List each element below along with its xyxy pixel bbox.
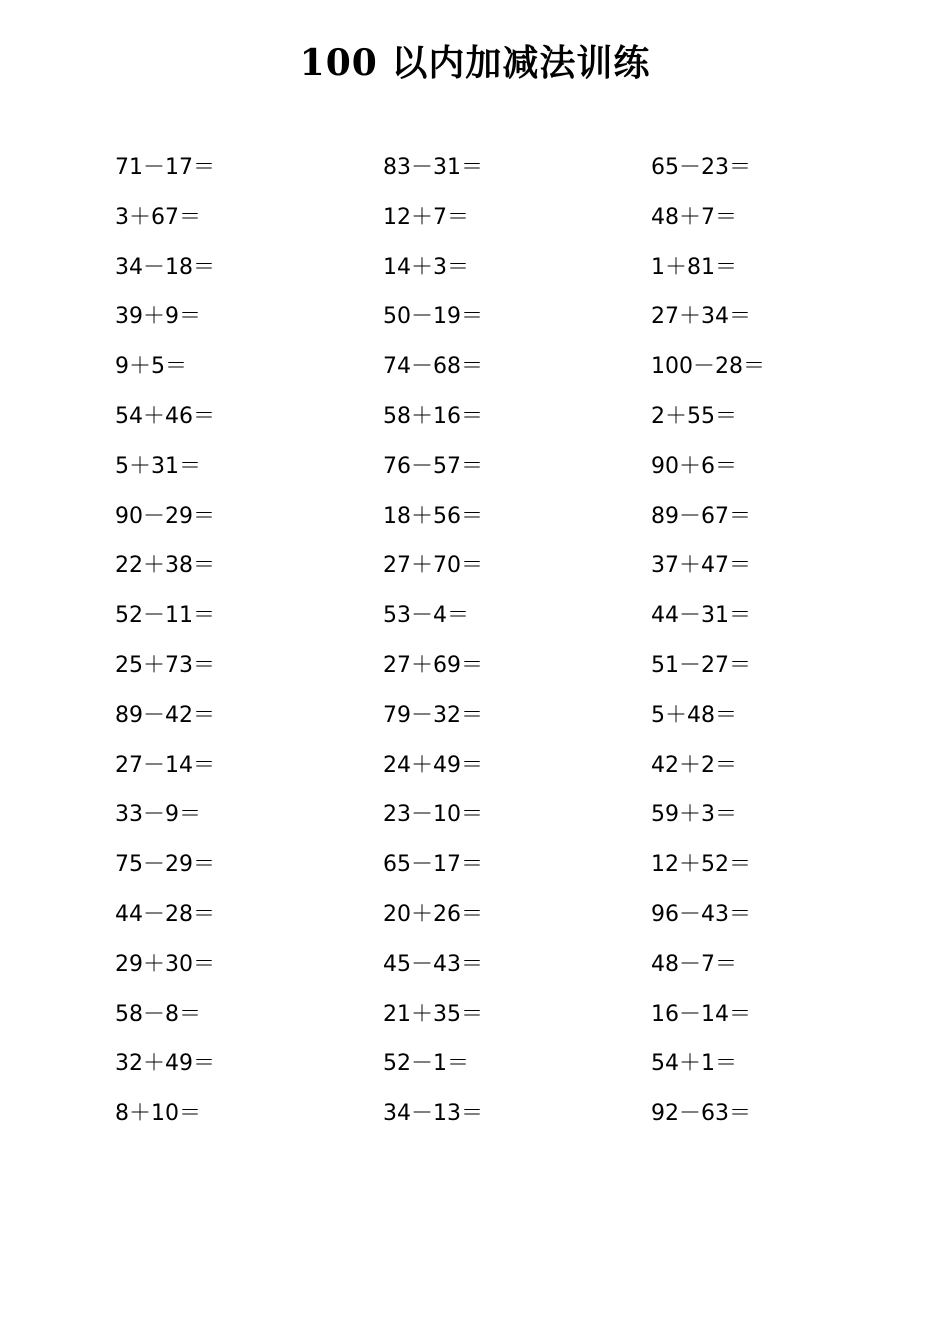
math-problem: 71－17＝ xyxy=(115,155,215,180)
math-problem: 89－42＝ xyxy=(115,702,215,728)
math-problem: 45－43＝ xyxy=(383,951,483,977)
page-title: 100 以内加减法训练 xyxy=(299,42,651,84)
math-problem: 44－28＝ xyxy=(115,901,215,927)
math-problem: 39＋9＝ xyxy=(115,304,201,330)
math-problem: 29＋30＝ xyxy=(115,951,215,977)
math-problem: 76－57＝ xyxy=(383,453,483,479)
math-problem: 75－29＝ xyxy=(115,852,215,878)
math-problem: 90＋6＝ xyxy=(651,453,737,479)
math-problem: 27＋70＝ xyxy=(383,553,483,579)
math-problem: 18＋56＝ xyxy=(383,503,483,529)
math-problem: 27＋69＝ xyxy=(383,652,483,678)
math-problem: 89－67＝ xyxy=(651,503,751,529)
problem-column-2 xyxy=(383,150,643,1146)
math-problem: 21＋35＝ xyxy=(383,1001,483,1027)
math-problem: 5＋31＝ xyxy=(115,453,201,479)
math-problem: 14＋3＝ xyxy=(383,254,469,280)
math-problem: 58＋16＝ xyxy=(383,403,483,429)
math-problem: 42＋2＝ xyxy=(651,752,737,778)
problem-column-3 xyxy=(651,150,911,1146)
math-problem: 24＋49＝ xyxy=(383,752,483,778)
math-problem: 100－28＝ xyxy=(651,354,765,380)
math-problem: 23－10＝ xyxy=(383,802,483,828)
math-problem: 50－19＝ xyxy=(383,304,483,330)
math-problem: 96－43＝ xyxy=(651,901,751,927)
math-problem: 9＋5＝ xyxy=(115,354,187,380)
math-problem: 16－14＝ xyxy=(651,1001,751,1027)
math-problem: 51－27＝ xyxy=(651,652,751,678)
math-problem: 27＋34＝ xyxy=(651,304,751,330)
math-problem: 22＋38＝ xyxy=(115,553,215,579)
math-problem: 12＋7＝ xyxy=(383,204,469,230)
math-problem: 90－29＝ xyxy=(115,503,215,529)
math-problem: 58－8＝ xyxy=(115,1001,201,1027)
math-problem: 27－14＝ xyxy=(115,752,215,778)
math-problem: 74－68＝ xyxy=(383,354,483,380)
math-problem: 65－23＝ xyxy=(651,155,751,180)
math-problem: 5＋48＝ xyxy=(651,702,737,728)
math-problem: 20＋26＝ xyxy=(383,901,483,927)
math-problem: 34－13＝ xyxy=(383,1101,483,1127)
math-problem: 54＋1＝ xyxy=(651,1051,737,1077)
math-problem: 53－4＝ xyxy=(383,603,469,629)
math-problem: 52－1＝ xyxy=(383,1051,469,1077)
math-problem: 2＋55＝ xyxy=(651,403,737,429)
math-problem: 65－17＝ xyxy=(383,852,483,878)
problem-column-1 xyxy=(115,150,375,1146)
math-problem: 48＋7＝ xyxy=(651,204,737,230)
math-problem: 33－9＝ xyxy=(115,802,201,828)
math-problem: 34－18＝ xyxy=(115,254,215,280)
math-problem: 52－11＝ xyxy=(115,603,215,629)
math-problem: 3＋67＝ xyxy=(115,204,201,230)
math-problem: 44－31＝ xyxy=(651,603,751,629)
math-problem: 8＋10＝ xyxy=(115,1101,201,1127)
math-problem: 83－31＝ xyxy=(383,155,483,180)
math-problem: 92－63＝ xyxy=(651,1101,751,1127)
math-problem: 32＋49＝ xyxy=(115,1051,215,1077)
math-problem: 48－7＝ xyxy=(651,951,737,977)
math-problem: 59＋3＝ xyxy=(651,802,737,828)
math-problem: 54＋46＝ xyxy=(115,403,215,429)
math-problem: 79－32＝ xyxy=(383,702,483,728)
math-problem: 37＋47＝ xyxy=(651,553,751,579)
math-problem: 25＋73＝ xyxy=(115,652,215,678)
math-problem: 12＋52＝ xyxy=(651,852,751,878)
math-problem: 1＋81＝ xyxy=(651,254,737,280)
